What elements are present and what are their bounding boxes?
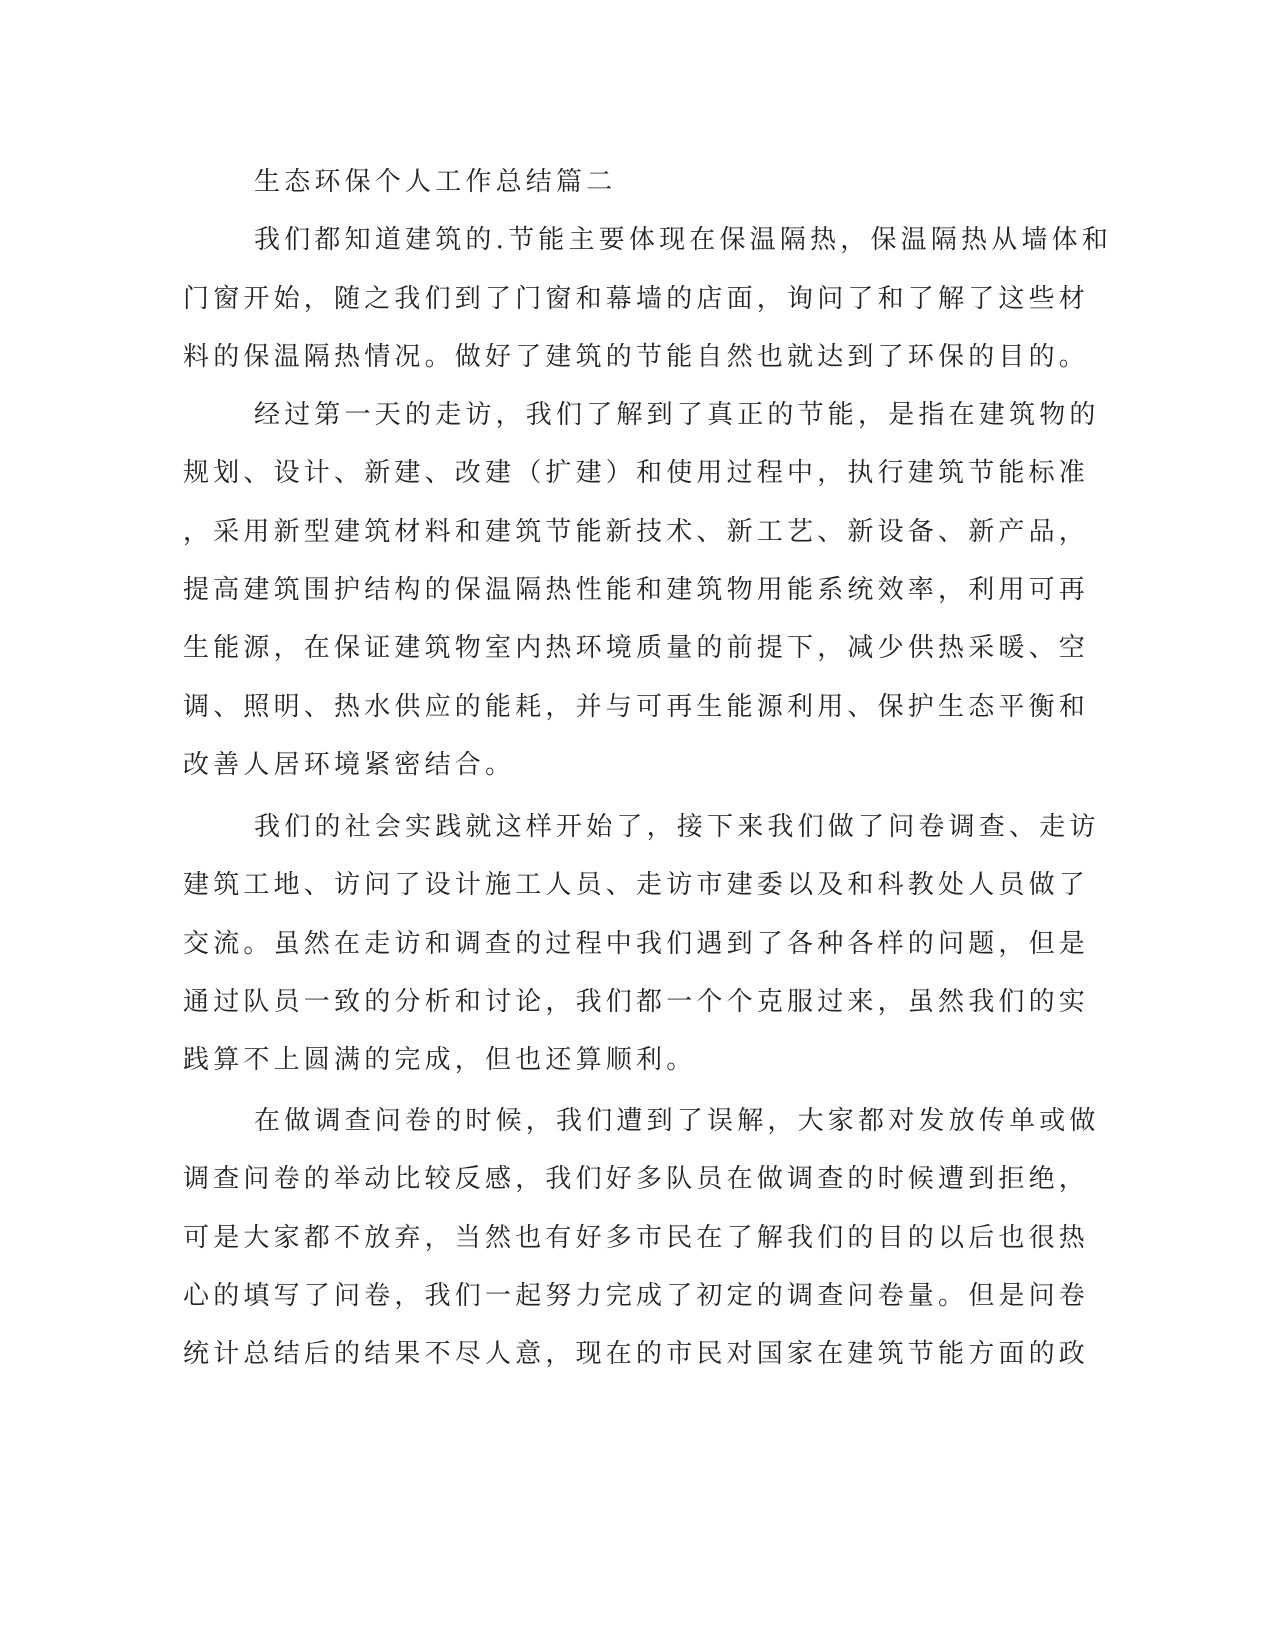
paragraph-2-line-3: ，采用新型建筑材料和建筑节能新技术、新工艺、新设备、新产品， [183,517,1090,547]
paragraph-4-line-1: 在做调查问卷的时候，我们遭到了误解，大家都对发放传单或做 [254,1106,1100,1136]
paragraph-3-line-1: 我们的社会实践就这样开始了，接下来我们做了问卷调查、走访 [254,812,1100,842]
paragraph-2-line-7: 改善人居环境紧密结合。 [183,750,516,780]
paragraph-1-line-1: 我们都知道建筑的.节能主要体现在保温隔热，保温隔热从墙体和 [254,225,1113,255]
paragraph-4-line-2: 调查问卷的举动比较反感，我们好多队员在做调查的时候遭到拒绝， [183,1164,1090,1194]
paragraph-3-line-4: 通过队员一致的分析和讨论，我们都一个个克服过来，虽然我们的实 [183,987,1090,1017]
paragraph-3-line-5: 践算不上圆满的完成，但也还算顺利。 [183,1045,697,1075]
paragraph-1-line-2: 门窗开始，随之我们到了门窗和幕墙的店面，询问了和了解了这些材 [183,284,1090,314]
paragraph-4-line-3: 可是大家都不放弃，当然也有好多市民在了解我们的目的以后也很热 [183,1223,1090,1253]
paragraph-2-line-4: 提高建筑围护结构的保温隔热性能和建筑物用能系统效率，利用可再 [183,575,1090,605]
paragraph-2-line-1: 经过第一天的走访，我们了解到了真正的节能，是指在建筑物的 [254,400,1100,430]
document-title: 生态环保个人工作总结篇二 [254,167,617,197]
paragraph-2-line-5: 生能源，在保证建筑物室内热环境质量的前提下，减少供热采暖、空 [183,633,1090,663]
paragraph-4-line-5: 统计总结后的结果不尽人意，现在的市民对国家在建筑节能方面的政 [183,1339,1090,1369]
paragraph-4-line-4: 心的填写了问卷，我们一起努力完成了初定的调查问卷量。但是问卷 [183,1281,1090,1311]
paragraph-2-line-2: 规划、设计、新建、改建（扩建）和使用过程中，执行建筑节能标准 [183,458,1090,488]
paragraph-3-line-2: 建筑工地、访问了设计施工人员、走访市建委以及和科教处人员做了 [183,870,1090,900]
paragraph-1-line-3: 料的保温隔热情况。做好了建筑的节能自然也就达到了环保的目的。 [183,342,1090,372]
paragraph-3-line-3: 交流。虽然在走访和调查的过程中我们遇到了各种各样的问题，但是 [183,929,1090,959]
paragraph-2-line-6: 调、照明、热水供应的能耗，并与可再生能源利用、保护生态平衡和 [183,692,1090,722]
